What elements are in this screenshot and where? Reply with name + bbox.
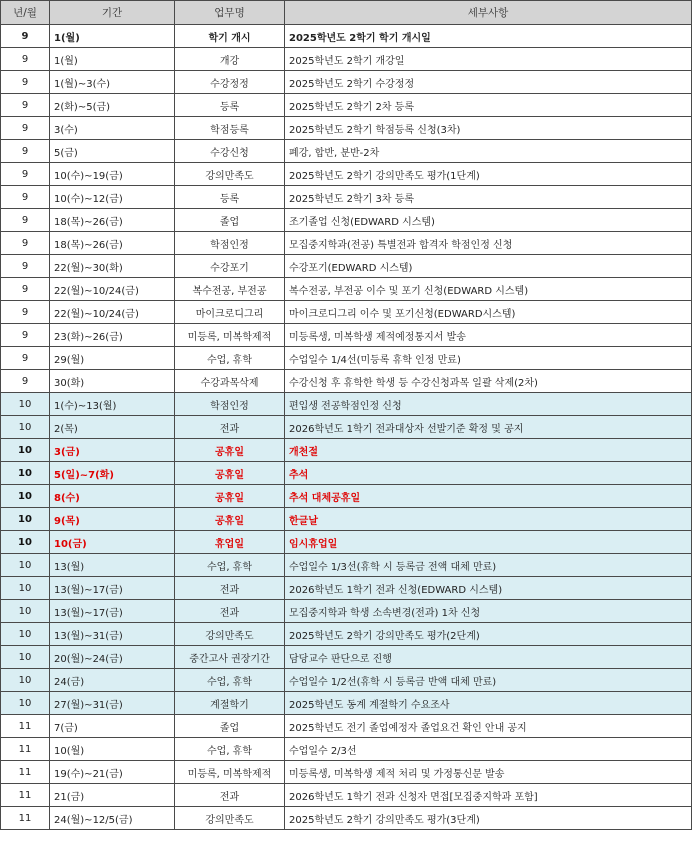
row-task: 미등록, 미복학제적 — [175, 761, 285, 784]
row-period: 22(월)~10/24(금) — [50, 301, 175, 324]
table-row — [1, 416, 692, 439]
table-row — [1, 784, 692, 807]
table-row — [1, 462, 692, 485]
row-task: 강의만족도 — [175, 623, 285, 646]
table-row — [1, 600, 692, 623]
row-task: 휴업일 — [175, 531, 285, 554]
row-month: 10 — [1, 577, 50, 600]
row-month: 10 — [1, 600, 50, 623]
row-detail: 2026학년도 1학기 전과대상자 선발기준 확정 및 공지 — [285, 416, 692, 439]
row-period: 24(월)~12/5(금) — [50, 807, 175, 830]
row-month: 10 — [1, 485, 50, 508]
row-period: 1(수)~13(월) — [50, 393, 175, 416]
row-detail: 수강신청 후 휴학한 학생 등 수강신청과목 일괄 삭제(2차) — [285, 370, 692, 393]
row-detail: 2025학년도 동계 계절학기 수요조사 — [285, 692, 692, 715]
table-row — [1, 209, 692, 232]
row-detail: 추석 — [285, 462, 692, 485]
table-row — [1, 347, 692, 370]
table-row — [1, 117, 692, 140]
row-task: 공휴일 — [175, 439, 285, 462]
row-month: 11 — [1, 738, 50, 761]
row-period: 1(월) — [50, 48, 175, 71]
row-period: 10(수)~19(금) — [50, 163, 175, 186]
row-task: 공휴일 — [175, 462, 285, 485]
row-detail: 2025학년도 2학기 2차 등록 — [285, 94, 692, 117]
row-period: 2(목) — [50, 416, 175, 439]
table-row — [1, 439, 692, 462]
table-row — [1, 485, 692, 508]
table-row — [1, 232, 692, 255]
row-period: 13(월) — [50, 554, 175, 577]
row-task: 수강과목삭제 — [175, 370, 285, 393]
row-period: 5(금) — [50, 140, 175, 163]
row-task: 마이크로디그리 — [175, 301, 285, 324]
table-row — [1, 761, 692, 784]
table-row — [1, 807, 692, 830]
row-task: 계절학기 — [175, 692, 285, 715]
table-row — [1, 531, 692, 554]
row-detail: 수업일수 1/2선(휴학 시 등록금 반액 대체 만료) — [285, 669, 692, 692]
row-month: 9 — [1, 117, 50, 140]
row-period: 18(목)~26(금) — [50, 209, 175, 232]
row-task: 등록 — [175, 186, 285, 209]
row-detail: 임시휴업일 — [285, 531, 692, 554]
row-period: 19(수)~21(금) — [50, 761, 175, 784]
row-task: 강의만족도 — [175, 807, 285, 830]
table-row — [1, 94, 692, 117]
row-period: 9(목) — [50, 508, 175, 531]
row-period: 3(금) — [50, 439, 175, 462]
row-task: 학기 개시 — [175, 25, 285, 48]
row-period: 3(수) — [50, 117, 175, 140]
row-period: 13(월)~17(금) — [50, 600, 175, 623]
row-task: 수업, 휴학 — [175, 669, 285, 692]
row-task: 졸업 — [175, 209, 285, 232]
row-month: 9 — [1, 232, 50, 255]
row-period: 1(월) — [50, 25, 175, 48]
row-detail: 조기졸업 신청(EDWARD 시스템) — [285, 209, 692, 232]
row-month: 10 — [1, 554, 50, 577]
table-row — [1, 554, 692, 577]
row-detail: 2025학년도 2학기 강의만족도 평가(2단계) — [285, 623, 692, 646]
table-row — [1, 324, 692, 347]
row-detail: 2025학년도 2학기 3차 등록 — [285, 186, 692, 209]
header-period: 기간 — [50, 1, 175, 25]
row-period: 8(수) — [50, 485, 175, 508]
row-detail: 추석 대체공휴일 — [285, 485, 692, 508]
row-month: 10 — [1, 508, 50, 531]
row-detail: 2025학년도 2학기 강의만족도 평가(3단계) — [285, 807, 692, 830]
row-task: 중간고사 권장기간 — [175, 646, 285, 669]
row-period: 18(목)~26(금) — [50, 232, 175, 255]
row-task: 전과 — [175, 600, 285, 623]
header-row — [1, 1, 692, 25]
row-detail: 수강포기(EDWARD 시스템) — [285, 255, 692, 278]
table-row — [1, 715, 692, 738]
row-period: 30(화) — [50, 370, 175, 393]
row-period: 21(금) — [50, 784, 175, 807]
row-detail: 2025학년도 전기 졸업예정자 졸업요건 확인 안내 공지 — [285, 715, 692, 738]
row-task: 학점인정 — [175, 393, 285, 416]
row-month: 9 — [1, 209, 50, 232]
row-month: 10 — [1, 646, 50, 669]
row-period: 5(일)~7(화) — [50, 462, 175, 485]
row-detail: 모집중지학과(전공) 특별전과 합격자 학점인정 신청 — [285, 232, 692, 255]
row-month: 9 — [1, 255, 50, 278]
row-task: 미등록, 미복학제적 — [175, 324, 285, 347]
row-task: 수강정정 — [175, 71, 285, 94]
table-row — [1, 577, 692, 600]
row-task: 수업, 휴학 — [175, 347, 285, 370]
table-row — [1, 508, 692, 531]
row-detail: 미등록생, 미복학생 제적예정통지서 발송 — [285, 324, 692, 347]
row-detail: 2025학년도 2학기 학점등록 신청(3차) — [285, 117, 692, 140]
row-month: 9 — [1, 71, 50, 94]
row-detail: 미등록생, 미복학생 제적 처리 및 가정통신문 발송 — [285, 761, 692, 784]
row-period: 13(월)~31(금) — [50, 623, 175, 646]
row-month: 10 — [1, 531, 50, 554]
header-task: 업무명 — [175, 1, 285, 25]
row-month: 11 — [1, 807, 50, 830]
row-task: 수강신청 — [175, 140, 285, 163]
table-row — [1, 738, 692, 761]
row-period: 24(금) — [50, 669, 175, 692]
row-period: 27(월)~31(금) — [50, 692, 175, 715]
table-row — [1, 646, 692, 669]
row-period: 22(월)~30(화) — [50, 255, 175, 278]
row-task: 공휴일 — [175, 485, 285, 508]
row-period: 2(화)~5(금) — [50, 94, 175, 117]
row-task: 개강 — [175, 48, 285, 71]
row-task: 강의만족도 — [175, 163, 285, 186]
row-period: 10(수)~12(금) — [50, 186, 175, 209]
row-detail: 개천절 — [285, 439, 692, 462]
table-row — [1, 370, 692, 393]
row-month: 9 — [1, 324, 50, 347]
row-month: 11 — [1, 784, 50, 807]
row-month: 11 — [1, 761, 50, 784]
row-month: 9 — [1, 370, 50, 393]
header-detail: 세부사항 — [285, 1, 692, 25]
row-task: 수업, 휴학 — [175, 554, 285, 577]
row-detail: 2025학년도 2학기 학기 개시일 — [285, 25, 692, 48]
row-month: 10 — [1, 692, 50, 715]
row-detail: 모집중지학과 학생 소속변경(전과) 1차 신청 — [285, 600, 692, 623]
row-task: 전과 — [175, 784, 285, 807]
row-month: 9 — [1, 301, 50, 324]
row-task: 학점등록 — [175, 117, 285, 140]
row-task: 수강포기 — [175, 255, 285, 278]
row-task: 복수전공, 부전공 — [175, 278, 285, 301]
row-detail: 2025학년도 2학기 개강일 — [285, 48, 692, 71]
row-period: 1(월)~3(수) — [50, 71, 175, 94]
row-month: 10 — [1, 669, 50, 692]
header-month: 년/월 — [1, 1, 50, 25]
table-row — [1, 186, 692, 209]
row-task: 졸업 — [175, 715, 285, 738]
row-detail: 2026학년도 1학기 전과 신청자 면접[모집중지학과 포함] — [285, 784, 692, 807]
row-detail: 2025학년도 2학기 강의만족도 평가(1단계) — [285, 163, 692, 186]
table-row — [1, 255, 692, 278]
row-task: 전과 — [175, 577, 285, 600]
table-row — [1, 301, 692, 324]
table-row — [1, 163, 692, 186]
row-month: 9 — [1, 186, 50, 209]
row-month: 9 — [1, 163, 50, 186]
table-row — [1, 25, 692, 48]
row-month: 10 — [1, 416, 50, 439]
table-row — [1, 669, 692, 692]
row-period: 23(화)~26(금) — [50, 324, 175, 347]
row-task: 등록 — [175, 94, 285, 117]
row-month: 9 — [1, 278, 50, 301]
row-month: 10 — [1, 623, 50, 646]
table-row — [1, 71, 692, 94]
table-row — [1, 48, 692, 71]
table-row — [1, 278, 692, 301]
row-period: 22(월)~10/24(금) — [50, 278, 175, 301]
row-task: 학점인정 — [175, 232, 285, 255]
row-month: 9 — [1, 94, 50, 117]
row-month: 10 — [1, 393, 50, 416]
row-month: 9 — [1, 140, 50, 163]
calendar-body — [1, 25, 692, 830]
row-period: 7(금) — [50, 715, 175, 738]
row-task: 전과 — [175, 416, 285, 439]
row-period: 10(금) — [50, 531, 175, 554]
row-detail: 편입생 전공학점인정 신청 — [285, 393, 692, 416]
row-month: 11 — [1, 715, 50, 738]
row-month: 9 — [1, 347, 50, 370]
row-task: 수업, 휴학 — [175, 738, 285, 761]
row-period: 13(월)~17(금) — [50, 577, 175, 600]
row-detail: 수업일수 2/3선 — [285, 738, 692, 761]
row-detail: 2025학년도 2학기 수강정정 — [285, 71, 692, 94]
row-detail: 수업일수 1/3선(휴학 시 등록금 전액 대체 만료) — [285, 554, 692, 577]
row-month: 9 — [1, 48, 50, 71]
row-month: 10 — [1, 439, 50, 462]
table-row — [1, 393, 692, 416]
row-month: 9 — [1, 25, 50, 48]
row-period: 20(월)~24(금) — [50, 646, 175, 669]
row-detail: 한글날 — [285, 508, 692, 531]
row-detail: 복수전공, 부전공 이수 및 포기 신청(EDWARD 시스템) — [285, 278, 692, 301]
row-period: 29(월) — [50, 347, 175, 370]
table-row — [1, 692, 692, 715]
row-detail: 담당교수 판단으로 진행 — [285, 646, 692, 669]
row-task: 공휴일 — [175, 508, 285, 531]
row-month: 10 — [1, 462, 50, 485]
row-period: 10(월) — [50, 738, 175, 761]
row-detail: 폐강, 합반, 분반-2차 — [285, 140, 692, 163]
row-detail: 수업일수 1/4선(미등록 휴학 인정 만료) — [285, 347, 692, 370]
table-row — [1, 623, 692, 646]
row-detail: 2026학년도 1학기 전과 신청(EDWARD 시스템) — [285, 577, 692, 600]
row-detail: 마이크로디그리 이수 및 포기신청(EDWARD시스템) — [285, 301, 692, 324]
table-row — [1, 140, 692, 163]
